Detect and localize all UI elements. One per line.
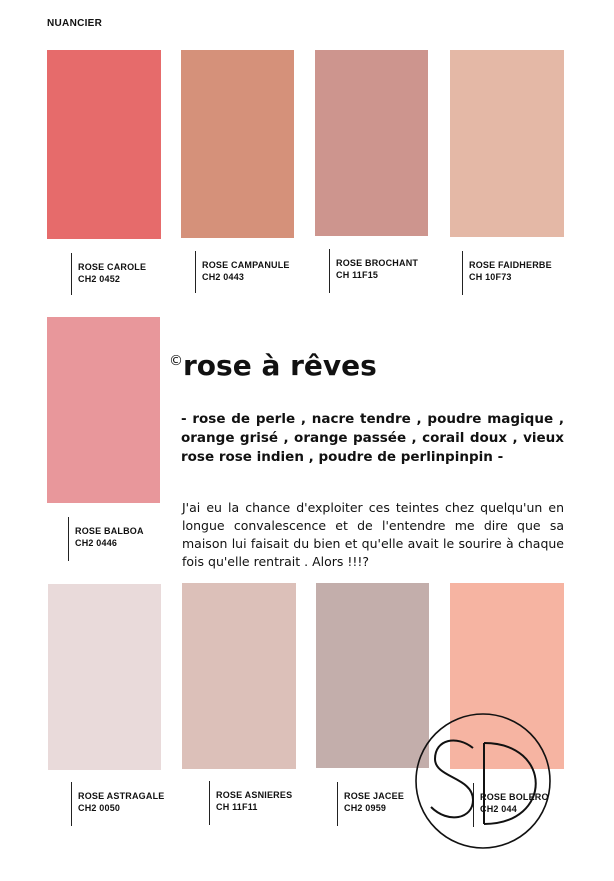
sd-monogram-logo [413, 711, 553, 856]
swatch-code: CH2 0959 [344, 803, 387, 813]
swatch-name: ROSE FAIDHERBE [469, 260, 552, 270]
caption-rose-astragale [71, 782, 164, 826]
swatch-code: CH2 0452 [78, 274, 121, 284]
caption-rose-campanule [195, 251, 290, 293]
caption-rose-faidherbe [462, 251, 552, 295]
swatch-rose-asnieres [182, 583, 296, 769]
caption-rose-brochant [329, 249, 418, 293]
swatch-code: CH 11F11 [216, 802, 258, 812]
caption-rose-carole [71, 253, 146, 295]
swatch-rose-astragale [48, 584, 161, 770]
swatch-name: ROSE JACEE [344, 791, 405, 801]
swatch-code: CH2 0443 [202, 272, 245, 282]
copyright-mark: © [169, 353, 183, 369]
swatch-name: ROSE ASNIERES [216, 790, 293, 800]
swatch-code: CH 10F73 [469, 272, 512, 282]
caption-rose-asnieres [209, 781, 292, 825]
caption-rose-balboa [68, 517, 144, 561]
page-header: NUANCIER [47, 18, 103, 29]
swatch-rose-balboa [47, 317, 160, 503]
swatch-name: ROSE BROCHANT [336, 258, 419, 268]
swatch-rose-faidherbe [450, 50, 564, 237]
swatch-code: CH2 0446 [75, 538, 118, 548]
swatch-code: CH2 0050 [78, 803, 121, 813]
swatch-rose-brochant [315, 50, 428, 236]
feature-story: J'ai eu la chance d'exploiter ces teintes chez quelqu'un en longue convalescence et de l'entendre me dire que sa maison lui faisait du bien et qu'elle avait le sourire à chaque fois qu'elle rentrait . Alors !!!? [182, 500, 564, 569]
swatch-code: CH2 044 [480, 804, 517, 814]
swatch-name: ROSE CAROLE [78, 262, 147, 272]
feature-title [169, 349, 377, 382]
swatch-name: ROSE CAMPANULE [202, 260, 290, 270]
feature-keywords: - rose de perle , nacre tendre , poudre magique , orange grisé , orange passée , corail doux , vieux rose rose indien , poudre de perlinpinpin - [181, 411, 564, 465]
swatch-code: CH 11F15 [336, 270, 379, 280]
swatch-rose-carole [47, 50, 161, 239]
swatch-name: ROSE BALBOA [75, 526, 144, 536]
feature-title-text: rose à rêves [183, 349, 377, 382]
caption-rose-jacee [337, 782, 404, 826]
swatch-name: ROSE BOLERO [480, 792, 549, 802]
swatch-rose-campanule [181, 50, 294, 238]
swatch-name: ROSE ASTRAGALE [78, 791, 165, 801]
